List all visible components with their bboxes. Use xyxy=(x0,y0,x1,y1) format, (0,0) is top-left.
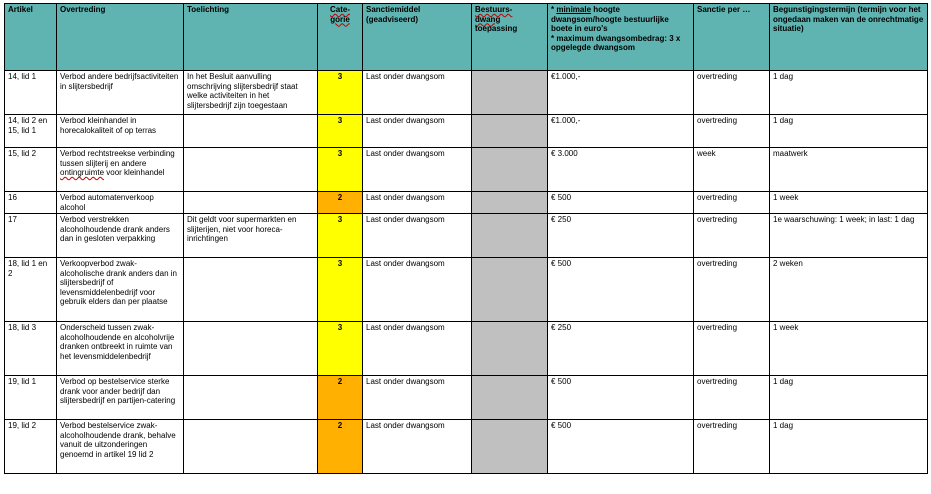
cell-categorie: 3 xyxy=(318,71,363,115)
cell-sanctiemiddel: Last onder dwangsom xyxy=(363,71,472,115)
cell-bedrag: € 250 xyxy=(548,322,694,376)
cell-toelichting xyxy=(184,258,318,322)
cell-overtreding: Verbod andere bedrijfsactiviteiten in slijtersbedrijf xyxy=(57,71,184,115)
cell-sanctiemiddel: Last onder dwangsom xyxy=(363,376,472,420)
cell-toelichting xyxy=(184,420,318,474)
cell-sanctie-per: overtreding xyxy=(694,192,770,214)
cell-bedrag: € 250 xyxy=(548,214,694,258)
cell-sanctiemiddel: Last onder dwangsom xyxy=(363,192,472,214)
cell-sanctie-per: overtreding xyxy=(694,420,770,474)
cell-bestuursdwang xyxy=(472,214,548,258)
cell-overtreding: Verbod verstrekken alcoholhoudende drank anders dan in gesloten verpakking xyxy=(57,214,184,258)
cell-toelichting xyxy=(184,322,318,376)
cell-bestuursdwang xyxy=(472,192,548,214)
table-row xyxy=(5,192,928,214)
cell-sanctie-per: overtreding xyxy=(694,115,770,148)
cell-sanctiemiddel: Last onder dwangsom xyxy=(363,148,472,192)
table-row xyxy=(5,71,928,115)
cell-toelichting: In het Besluit aanvulling omschrijving slijtersbedrijf staat welke activiteiten in het slijtersbedrijf zijn toegestaan xyxy=(184,71,318,115)
table-row xyxy=(5,376,928,420)
cell-categorie: 3 xyxy=(318,214,363,258)
cell-artikel: 19, lid 2 xyxy=(5,420,57,474)
cell-sanctiemiddel: Last onder dwangsom xyxy=(363,258,472,322)
cell-termijn: 1e waarschuwing: 1 week; in last: 1 dag xyxy=(770,214,928,258)
cell-sanctie-per: overtreding xyxy=(694,376,770,420)
cell-artikel: 18, lid 3 xyxy=(5,322,57,376)
header-begunstigingstermijn: Begunstigingstermijn (termijn voor het ongedaan maken van de onrechtmatige situatie) xyxy=(770,4,928,71)
sanction-table-page xyxy=(4,3,928,474)
cell-termijn: 1 week xyxy=(770,322,928,376)
table-row xyxy=(5,322,928,376)
cell-sanctie-per: overtreding xyxy=(694,214,770,258)
cell-toelichting xyxy=(184,376,318,420)
cell-overtreding: Onderscheid tussen zwak-alcoholhoudende en alcoholvrije dranken ontbreekt in ruimte van het levensmiddelenbedrijf xyxy=(57,322,184,376)
cell-bestuursdwang xyxy=(472,322,548,376)
cell-bedrag: € 500 xyxy=(548,192,694,214)
cell-bestuursdwang xyxy=(472,115,548,148)
cell-toelichting: Dit geldt voor supermarkten en slijterijen, niet voor horeca-inrichtingen xyxy=(184,214,318,258)
cell-sanctiemiddel: Last onder dwangsom xyxy=(363,420,472,474)
header-sanctiemiddel: Sanctiemiddel (geadviseerd) xyxy=(363,4,472,71)
cell-toelichting xyxy=(184,115,318,148)
cell-categorie: 2 xyxy=(318,420,363,474)
cell-overtreding: Verbod op bestelservice sterke drank voor ander bedrijf dan slijtersbedrijf en partijen-catering xyxy=(57,376,184,420)
cell-artikel: 14, lid 1 xyxy=(5,71,57,115)
cell-sanctie-per: overtreding xyxy=(694,258,770,322)
cell-categorie: 2 xyxy=(318,376,363,420)
cell-sanctiemiddel: Last onder dwangsom xyxy=(363,322,472,376)
cell-bestuursdwang xyxy=(472,420,548,474)
cell-termijn: 1 dag xyxy=(770,71,928,115)
cell-toelichting xyxy=(184,192,318,214)
cell-sanctiemiddel: Last onder dwangsom xyxy=(363,214,472,258)
table-row xyxy=(5,115,928,148)
cell-overtreding: Verbod automatenverkoop alcohol xyxy=(57,192,184,214)
cell-sanctie-per: week xyxy=(694,148,770,192)
cell-termijn: 1 dag xyxy=(770,420,928,474)
cell-overtreding: Verbod rechtstreekse verbinding tussen slijterij en andere ontingruimte voor kleinhandel xyxy=(57,148,184,192)
cell-bestuursdwang xyxy=(472,376,548,420)
cell-bedrag: € 500 xyxy=(548,420,694,474)
cell-sanctie-per: overtreding xyxy=(694,322,770,376)
cell-categorie: 3 xyxy=(318,148,363,192)
cell-termijn: 1 dag xyxy=(770,115,928,148)
cell-bedrag: €1.000,- xyxy=(548,115,694,148)
table-row xyxy=(5,214,928,258)
cell-artikel: 16 xyxy=(5,192,57,214)
cell-termijn: maatwerk xyxy=(770,148,928,192)
cell-artikel: 15, lid 2 xyxy=(5,148,57,192)
cell-categorie: 3 xyxy=(318,258,363,322)
cell-bedrag: € 3.000 xyxy=(548,148,694,192)
cell-bedrag: € 500 xyxy=(548,258,694,322)
cell-bestuursdwang xyxy=(472,258,548,322)
cell-termijn: 1 week xyxy=(770,192,928,214)
cell-artikel: 19, lid 1 xyxy=(5,376,57,420)
cell-bestuursdwang xyxy=(472,148,548,192)
cell-bedrag: €1.000,- xyxy=(548,71,694,115)
header-overtreding: Overtreding xyxy=(57,4,184,71)
sanction-table xyxy=(4,3,928,474)
header-bestuursdwang: Bestuurs- dwang toepassing xyxy=(472,4,548,71)
cell-bestuursdwang xyxy=(472,71,548,115)
cell-overtreding: Verbod bestelservice zwak-alcoholhoudende drank, behalve vanuit de uitzonderingen genoemd in artikel 19 lid 2 xyxy=(57,420,184,474)
header-artikel: Artikel xyxy=(5,4,57,71)
header-toelichting: Toelichting xyxy=(184,4,318,71)
header-row xyxy=(5,4,928,71)
cell-categorie: 3 xyxy=(318,322,363,376)
table-row xyxy=(5,420,928,474)
cell-termijn: 2 weken xyxy=(770,258,928,322)
cell-artikel: 18, lid 1 en 2 xyxy=(5,258,57,322)
cell-overtreding: Verkoopverbod zwak-alcoholische drank anders dan in slijtersbedrijf of levensmiddelenbedrijf voor gebruik elders dan per plaatse xyxy=(57,258,184,322)
table-row xyxy=(5,258,928,322)
header-boete: * minimale hoogte dwangsom/hoogte bestuurlijke boete in euro's * maximum dwangsombedrag: 3 x opgelegde dwangsom xyxy=(548,4,694,71)
cell-termijn: 1 dag xyxy=(770,376,928,420)
cell-bedrag: € 500 xyxy=(548,376,694,420)
cell-artikel: 17 xyxy=(5,214,57,258)
cell-categorie: 2 xyxy=(318,192,363,214)
cell-overtreding: Verbod kleinhandel in horecalokaliteit of op terras xyxy=(57,115,184,148)
cell-artikel: 14, lid 2 en 15, lid 1 xyxy=(5,115,57,148)
table-row xyxy=(5,148,928,192)
header-categorie: Cate- gorie xyxy=(318,4,363,71)
cell-sanctie-per: overtreding xyxy=(694,71,770,115)
header-sanctie-per: Sanctie per … xyxy=(694,4,770,71)
cell-sanctiemiddel: Last onder dwangsom xyxy=(363,115,472,148)
cell-categorie: 3 xyxy=(318,115,363,148)
cell-toelichting xyxy=(184,148,318,192)
